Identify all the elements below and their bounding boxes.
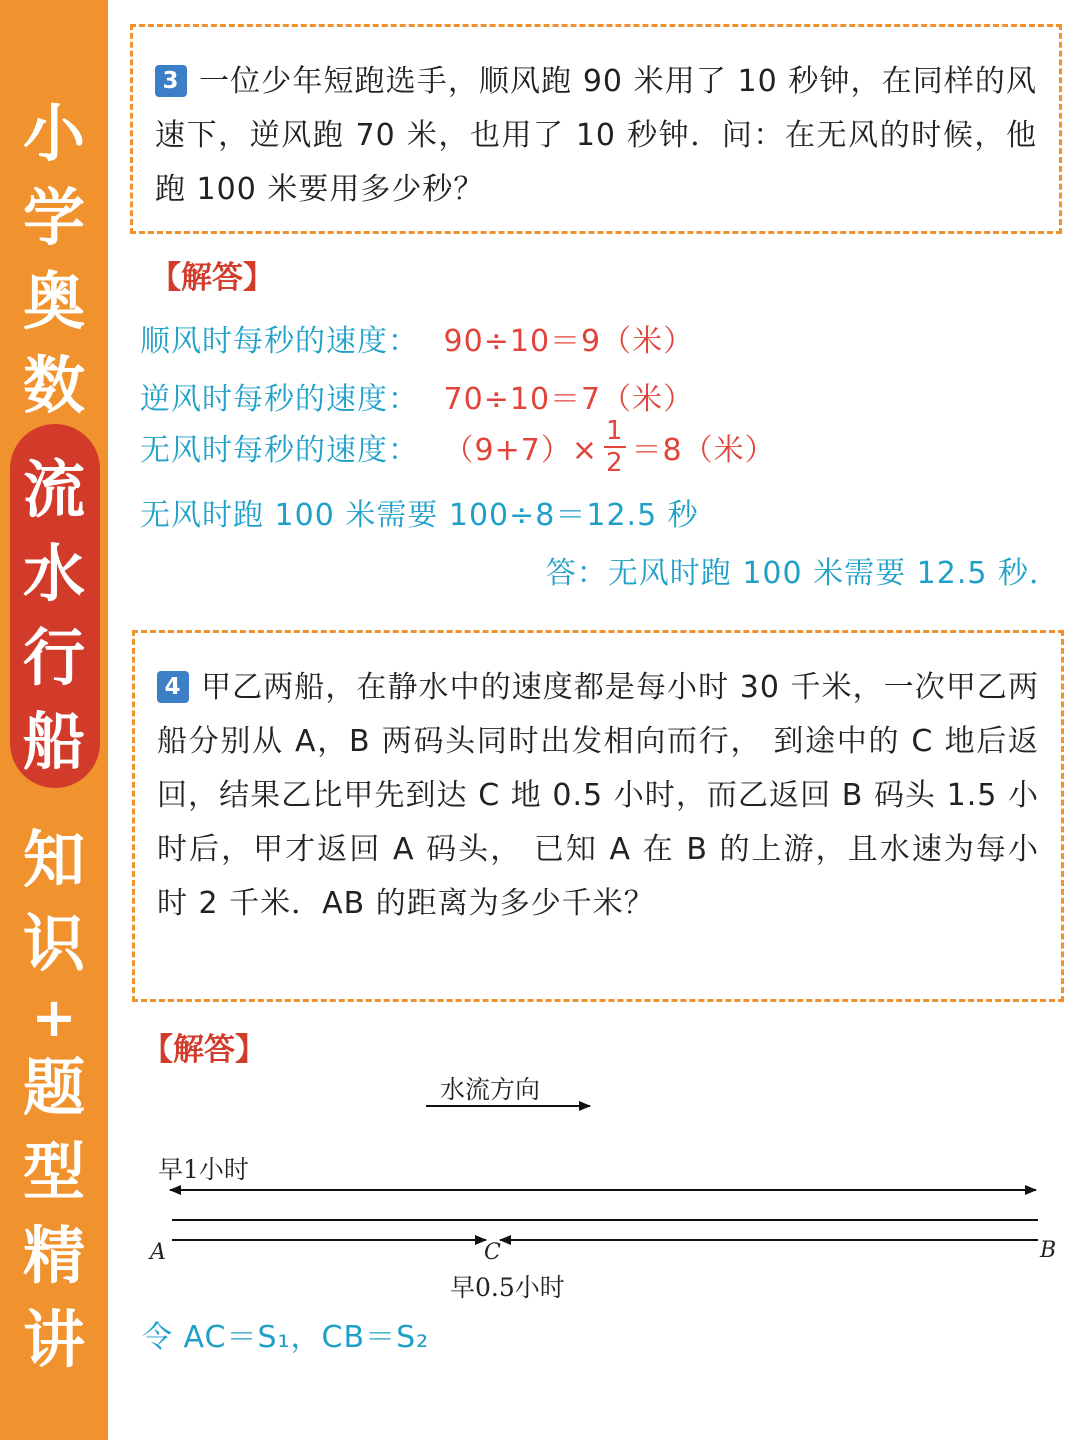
let-statement: 令 AC＝S₁，CB＝S₂ — [142, 1320, 430, 1355]
early-1h-label: 早1小时 — [158, 1155, 249, 1184]
answer-3-line-4: 无风时跑 100 米需要 100÷8＝12.5 秒 — [140, 498, 699, 533]
point-c-label: C — [484, 1240, 501, 1265]
line-expression: 90÷10＝9（米） — [443, 324, 695, 359]
answer-3-title: 【解答】 — [150, 260, 274, 296]
sidebar-char: 数 — [22, 349, 85, 422]
question-number-badge: 4 — [157, 671, 189, 703]
sidebar-char: 知 — [22, 823, 85, 896]
sidebar-char: 船 — [22, 705, 85, 778]
line-label: 无风时每秒的速度： — [140, 433, 419, 468]
question-3-body: 一位少年短跑选手，顺风跑 90 米用了 10 秒钟，在同样的风速下，逆风跑 70 米，也用了 10 秒钟．问：在无风的时候，他跑 100 米要用多少秒？ — [155, 64, 1037, 207]
sidebar-char: 小 — [22, 97, 85, 170]
fraction-denominator: 2 — [606, 448, 624, 478]
sidebar-char: 行 — [22, 621, 85, 694]
sidebar-char: 讲 — [22, 1303, 85, 1376]
line-label: 顺风时每秒的速度： — [140, 324, 419, 359]
question-number-badge: 3 — [155, 65, 187, 97]
sidebar-char: 题 — [22, 1051, 85, 1124]
flow-direction-label: 水流方向 — [440, 1075, 541, 1104]
sidebar-char: 型 — [22, 1135, 85, 1208]
question-4-body: 甲乙两船，在静水中的速度都是每小时 30 千米，一次甲乙两船分别从 A，B 两码头同时出发相向而行， 到途中的 C 地后返回，结果乙比甲先到达 C 地 0.5 小时，而乙返回 B 码头 1.5 小时后，甲才返回 A 码头， 已知 A 在 B 的上游，且水速为每小时 2 千米．AB 的距离为多少千米？ — [157, 670, 1039, 921]
sidebar-char: 水 — [22, 537, 85, 610]
answer-4-title: 【解答】 — [142, 1032, 266, 1068]
fraction-numerator: 1 — [606, 416, 624, 446]
point-b-label: B — [1040, 1238, 1057, 1263]
line-expression-post: ＝8（米） — [631, 433, 776, 468]
line-expression: 70÷10＝7（米） — [443, 382, 695, 417]
early-05h-label: 早0.5小时 — [450, 1273, 565, 1302]
line-expression-pre: （9+7）× — [443, 433, 598, 468]
line-label: 逆风时每秒的速度： — [140, 382, 419, 417]
sidebar-char: 奥 — [22, 265, 85, 338]
sidebar-char: 精 — [22, 1219, 85, 1292]
answer-3-conclusion: 答：无风时跑 100 米需要 12.5 秒． — [545, 556, 1060, 591]
sidebar-char: + — [31, 986, 77, 1049]
sidebar-char: 学 — [22, 181, 85, 254]
point-a-label: A — [150, 1240, 166, 1265]
sidebar-char: 流 — [22, 453, 85, 526]
sidebar-char: 识 — [22, 907, 85, 980]
